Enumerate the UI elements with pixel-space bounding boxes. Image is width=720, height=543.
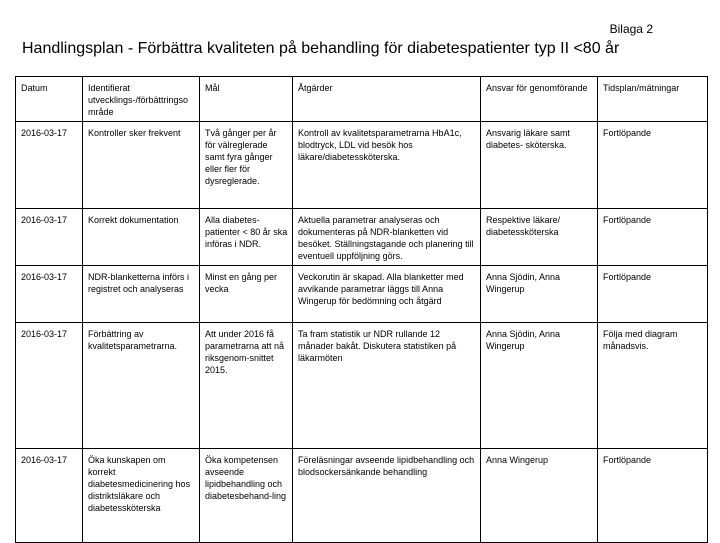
- cell-improvement-area: Öka kunskapen om korrekt diabetesmedicinering hos distriktsläkare och diabetessköterska: [83, 449, 200, 543]
- cell-goal: Att under 2016 få parametrarna att nå riksgenom-snittet 2015.: [200, 323, 293, 449]
- cell-actions: Föreläsningar avseende lipidbehandling och blodsockersänkande behandling: [293, 449, 481, 543]
- cell-date: 2016-03-17: [16, 209, 83, 266]
- header-responsible: Ansvar för genomförande: [481, 77, 598, 122]
- cell-improvement-area: Kontroller sker frekvent: [83, 122, 200, 209]
- cell-date: 2016-03-17: [16, 266, 83, 323]
- cell-date: 2016-03-17: [16, 449, 83, 543]
- cell-actions: Kontroll av kvalitetsparametrarna HbA1c, blodtryck, LDL vid besök hos läkare/diabetessköterska.: [293, 122, 481, 209]
- page-title: Handlingsplan - Förbättra kvaliteten på behandling för diabetespatienter typ II <80 år: [22, 40, 620, 57]
- header-improvement-area: Identifierat utvecklings-/förbättringsområde: [83, 77, 200, 122]
- cell-improvement-area: Förbättring av kvalitetsparametrarna.: [83, 323, 200, 449]
- cell-schedule: Följa med diagram månadsvis.: [598, 323, 708, 449]
- table-row: [16, 266, 708, 323]
- header-date: Datum: [16, 77, 83, 122]
- cell-goal: Minst en gång per vecka: [200, 266, 293, 323]
- cell-actions: Veckorutin är skapad. Alla blanketter med avvikande parametrar läggs till Anna Wingerup för bedömning och åtgärd: [293, 266, 481, 323]
- cell-responsible: Ansvarig läkare samt diabetes- sköterska.: [481, 122, 598, 209]
- table-header-row: [16, 77, 708, 122]
- cell-goal: Öka kompetensen avseende lipidbehandling och diabetesbehand-ling: [200, 449, 293, 543]
- table-row: [16, 209, 708, 266]
- cell-actions: Aktuella parametrar analyseras och dokumenteras på NDR-blanketten vid besöket. Ställningstagande och planering till eventuell uppföljning görs.: [293, 209, 481, 266]
- cell-improvement-area: Korrekt dokumentation: [83, 209, 200, 266]
- table-row: [16, 122, 708, 209]
- cell-date: 2016-03-17: [16, 122, 83, 209]
- cell-actions: Ta fram statistik ur NDR rullande 12 månader bakåt. Diskutera statistiken på läkarmöten: [293, 323, 481, 449]
- cell-goal: Två gånger per år för välreglerade samt fyra gånger eller fler för dysreglerade.: [200, 122, 293, 209]
- action-plan-table: [15, 76, 708, 543]
- cell-improvement-area: NDR-blanketterna införs i registret och analyseras: [83, 266, 200, 323]
- table-row: [16, 323, 708, 449]
- header-schedule: Tidsplan/mätningar: [598, 77, 708, 122]
- cell-responsible: Anna Sjödin, Anna Wingerup: [481, 323, 598, 449]
- cell-schedule: Fortlöpande: [598, 449, 708, 543]
- cell-responsible: Anna Wingerup: [481, 449, 598, 543]
- cell-schedule: Fortlöpande: [598, 122, 708, 209]
- table-row: [16, 449, 708, 543]
- cell-goal: Alla diabetes-patienter < 80 år ska införas i NDR.: [200, 209, 293, 266]
- header-goal: Mål: [200, 77, 293, 122]
- cell-schedule: Fortlöpande: [598, 266, 708, 323]
- cell-responsible: Respektive läkare/ diabetessköterskа: [481, 209, 598, 266]
- cell-schedule: Fortlöpande: [598, 209, 708, 266]
- cell-responsible: Anna Sjödin, Anna Wingerup: [481, 266, 598, 323]
- cell-date: 2016-03-17: [16, 323, 83, 449]
- header-actions: Åtgärder: [293, 77, 481, 122]
- appendix-label: Bilaga 2: [609, 22, 653, 36]
